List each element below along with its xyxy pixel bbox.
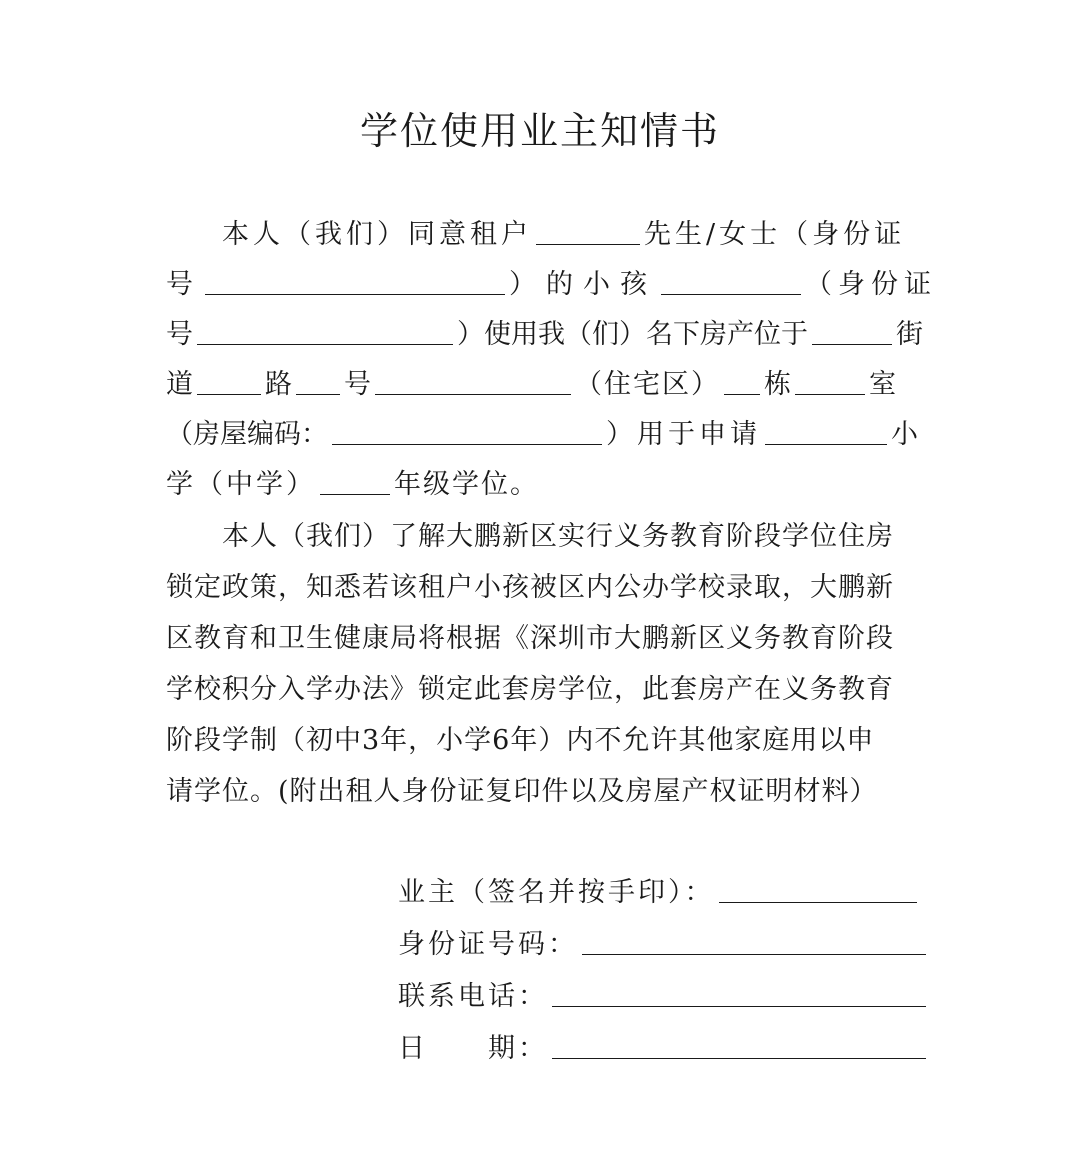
- para2-line6: [166, 767, 916, 817]
- text: 街: [896, 319, 923, 350]
- text: 栋: [764, 369, 791, 400]
- text: 小: [891, 419, 918, 450]
- document-title: 学位使用业主知情书: [359, 109, 720, 153]
- text: ）用于申请: [606, 419, 761, 450]
- text: （房屋编码：: [166, 419, 328, 450]
- owner-signature-label: 业主（签名并按手印）：: [398, 877, 715, 908]
- owner-signature-blank[interactable]: [719, 876, 917, 903]
- id-number-blank[interactable]: [582, 928, 926, 955]
- text: （住宅区）: [575, 369, 720, 400]
- para1-line6: [166, 460, 916, 510]
- text: （身份证: [805, 269, 937, 300]
- grade-blank[interactable]: [320, 468, 390, 495]
- text: 号: [344, 369, 371, 400]
- text: 本人（我们）同意租户: [222, 219, 532, 250]
- child-id-blank[interactable]: [197, 318, 453, 345]
- subdistrict-blank[interactable]: [812, 318, 892, 345]
- text: 区教育和卫生健康局将根据《深圳市大鹏新区义务教育阶段: [166, 623, 894, 654]
- text: 先生/女士（身份证: [644, 219, 906, 250]
- text: 室: [869, 369, 896, 400]
- para2-line4: [166, 665, 916, 715]
- text: 路: [265, 369, 292, 400]
- para1-line1: [166, 210, 916, 260]
- road-blank[interactable]: [197, 368, 261, 395]
- id-number-label: 身份证号码：: [398, 929, 578, 960]
- residential-area-blank[interactable]: [375, 368, 571, 395]
- child-name-blank[interactable]: [661, 268, 801, 295]
- text: 年级学位。: [394, 469, 539, 500]
- para1-line4: [166, 360, 916, 410]
- text: 学校积分入学办法》锁定此套房学位，此套房产在义务教育: [166, 674, 894, 705]
- text: 号: [166, 319, 193, 350]
- para2-line3: [166, 614, 916, 664]
- text: 号: [166, 269, 193, 300]
- room-blank[interactable]: [795, 368, 865, 395]
- phone-row: [398, 972, 930, 1022]
- number-blank[interactable]: [296, 368, 340, 395]
- house-code-blank[interactable]: [332, 418, 602, 445]
- tenant-name-blank[interactable]: [536, 218, 640, 245]
- text: ）使用我（们）名下房产位于: [457, 319, 808, 350]
- date-label: 日 期：: [398, 1033, 548, 1064]
- owner-signature-row: [398, 868, 921, 918]
- text: 学（中学）: [166, 469, 316, 500]
- text: 本人（我们）了解大鹏新区实行义务教育阶段学位住房: [222, 521, 894, 552]
- tenant-id-blank[interactable]: [205, 268, 505, 295]
- phone-label: 联系电话：: [398, 981, 548, 1012]
- text: 锁定政策，知悉若该租户小孩被区内公办学校录取，大鹏新: [166, 572, 894, 603]
- id-number-row: [398, 920, 930, 970]
- para2-line1: [166, 512, 916, 562]
- text: 道: [166, 369, 193, 400]
- text: 请学位。(附出租人身份证复印件以及房屋产权证明材料）: [166, 776, 878, 807]
- text: ）的小孩: [509, 269, 657, 300]
- para1-line5: [166, 410, 916, 460]
- date-row: [398, 1024, 930, 1074]
- date-blank[interactable]: [552, 1032, 926, 1059]
- school-name-blank[interactable]: [765, 418, 887, 445]
- para2-line2: [166, 563, 916, 613]
- building-blank[interactable]: [724, 368, 760, 395]
- text: 阶段学制（初中3年，小学6年）内不允许其他家庭用以申: [166, 725, 875, 756]
- para2-line5: [166, 716, 916, 766]
- para1-line2: [166, 260, 937, 310]
- para1-line3: [166, 310, 923, 360]
- phone-blank[interactable]: [552, 980, 926, 1007]
